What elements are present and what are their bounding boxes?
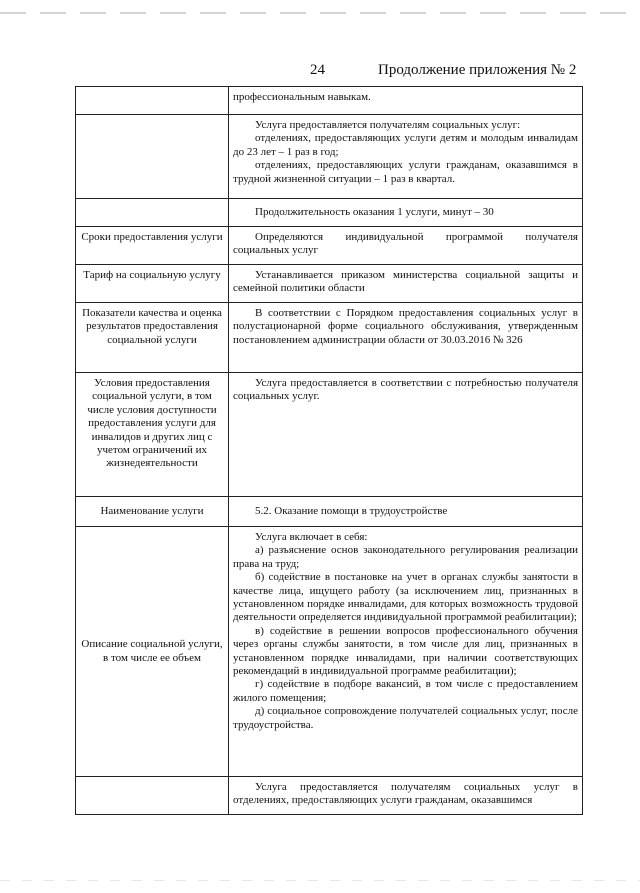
left-cell [76, 199, 229, 227]
table-row [76, 115, 583, 199]
right-cell [229, 227, 583, 265]
right-cell [229, 497, 583, 527]
right-cell [229, 87, 583, 115]
cell-text: д) социальное сопровождение получателей социальных услуг, после трудоустройства. [233, 705, 578, 731]
cell-text: 5.2. Оказание помощи в трудоустройстве [255, 505, 448, 518]
table-row [76, 777, 583, 815]
table-row [76, 497, 583, 527]
left-cell: Наименование услуги [76, 497, 229, 527]
cell-text: Определяются индивидуальной программой получателя социальных услуг [233, 231, 578, 257]
cell-text: а) разъяснение основ законодательного регулирования реализации права на труд; [233, 544, 578, 570]
cell-text: Услуга предоставляется в соответствии с потребностью получателя социальных услуг. [233, 377, 578, 403]
services-table [75, 86, 583, 815]
scan-top-edge [0, 12, 640, 14]
right-cell [229, 527, 583, 777]
cell-text: Устанавливается приказом министерства социальной защиты и семейной политики области [233, 269, 578, 295]
left-cell: Тариф на социальную услугу [76, 265, 229, 303]
right-cell [229, 303, 583, 373]
table-row [76, 303, 583, 373]
left-cell [76, 87, 229, 115]
cell-text: в) содействие в решении вопросов профессионального обучения через органы службы занятости, в том числе для лиц, признанных в установленном порядке инвалидами, при наличии соответствующих рекомендаций в индивидуальной программе реабилитации); [233, 624, 578, 678]
left-cell: Сроки предоставления услуги [76, 227, 229, 265]
continuation-label: Продолжение приложения № 2 [378, 62, 577, 78]
right-cell [229, 265, 583, 303]
cell-text: г) содействие в подборе вакансий, в том числе с предоставлением жилого помещения; [233, 678, 578, 704]
cell-text: Продолжительность оказания 1 услуги, минут – 30 [255, 206, 494, 219]
cell-text: отделениях, предоставляющих услуги гражданам, оказавшимся в трудной жизненной ситуации – 1 раз в квартал. [233, 159, 578, 185]
page-number: 24 [310, 62, 325, 78]
table-row [76, 527, 583, 777]
right-cell [229, 199, 583, 227]
cell-text: Услуга предоставляется получателям социальных услуг в отделениях, предоставляющих услуги гражданам, оказавшимся [233, 781, 578, 807]
left-cell [76, 115, 229, 199]
left-cell: Показатели качества и оценка результатов предоставления социальной услуги [76, 303, 229, 373]
cell-text: отделениях, предоставляющих услуги детям и молодым инвалидам до 23 лет – 1 раз в год; [233, 132, 578, 158]
right-cell [229, 373, 583, 497]
left-cell: Описание социальной услуги, в том числе ее объем [76, 527, 229, 777]
cell-text: В соответствии с Порядком предоставления социальных услуг в полустационарной форме социального обслуживания, утвержденным постановлением администрации области от 30.03.2016 № 326 [233, 307, 578, 346]
left-cell: Условия предоставления социальной услуги, в том числе условия доступности предоставления услуги для инвалидов и других лиц с учетом ограничений их жизнедеятельности [76, 373, 229, 497]
table-row [76, 373, 583, 497]
table-row [76, 265, 583, 303]
left-cell [76, 777, 229, 815]
cell-text: б) содействие в постановке на учет в органах службы занятости в качестве лица, ищущего работу (за исключением лиц, признанных в установленном порядке инвалидами, для которых возможность трудовой деятельности определяется индивидуальной программой реабилитации); [233, 571, 578, 624]
right-cell [229, 777, 583, 815]
right-cell [229, 115, 583, 199]
scan-bottom-edge [0, 880, 640, 881]
cell-text: Услуга предоставляется получателям социальных услуг: [255, 119, 521, 131]
table-row [76, 199, 583, 227]
cell-text: Услуга включает в себя: [255, 531, 368, 543]
cell-text: профессиональным навыкам. [233, 91, 371, 103]
table-row [76, 87, 583, 115]
table-row [76, 227, 583, 265]
